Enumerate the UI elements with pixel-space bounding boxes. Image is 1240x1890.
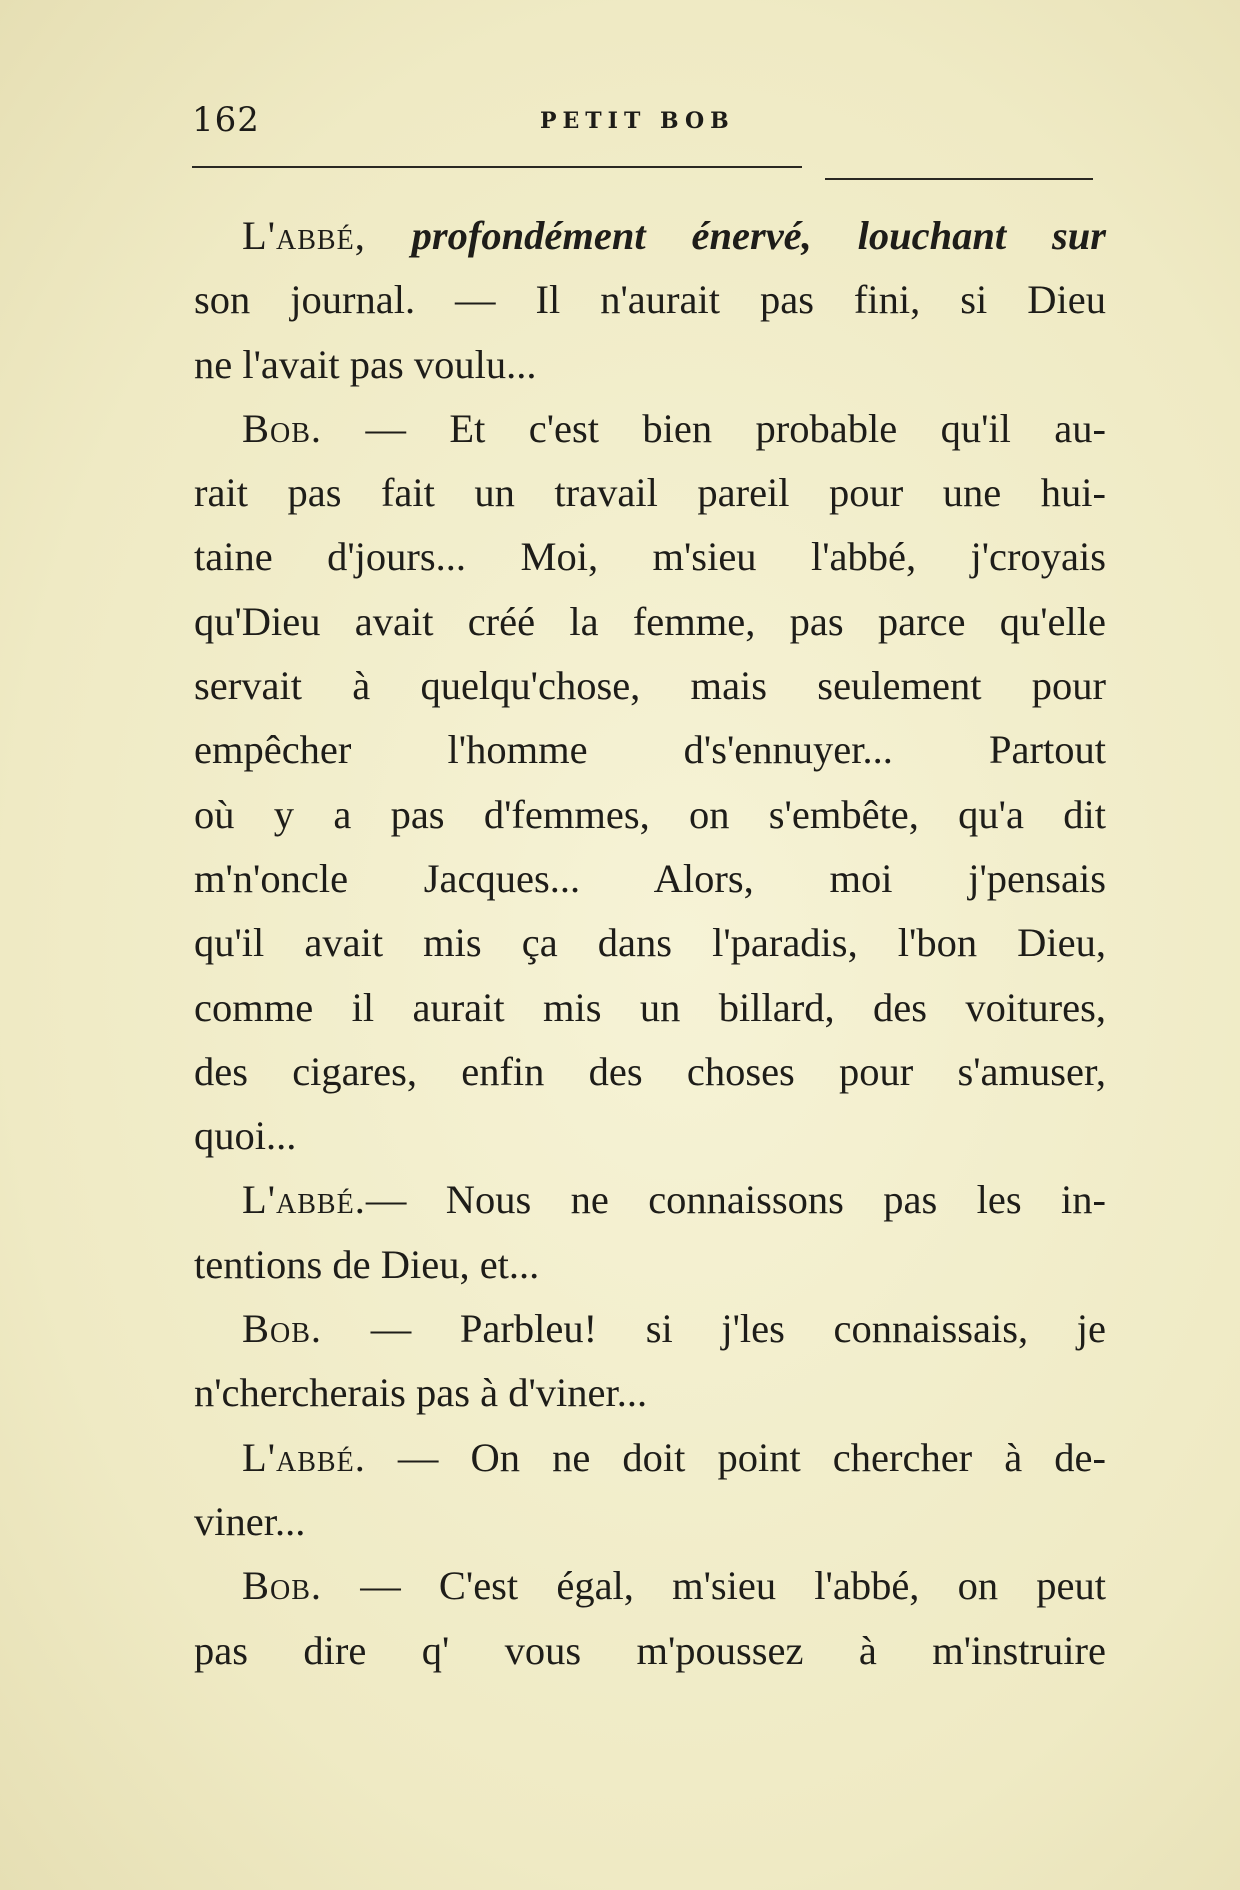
text-line: taine d'jours... Moi, m'sieu l'abbé, j'croyais: [194, 534, 1106, 580]
line-text: — Et c'est bien probable qu'il au-: [365, 405, 1107, 451]
speaker-name: Bob.: [242, 405, 323, 451]
text-line: [194, 1426, 1106, 1490]
running-head: [192, 100, 1092, 148]
speaker-name: Bob.: [242, 1306, 323, 1352]
text-line: ne l'avait pas voulu...: [194, 341, 537, 387]
text-line: qu'il avait mis ça dans l'paradis, l'bon Dieu,: [194, 920, 1106, 966]
speaker-name: Bob.: [242, 1563, 323, 1609]
text-line: m'n'oncle Jacques... Alors, moi j'pensais: [194, 855, 1106, 901]
line-text: — On ne doit point chercher à de-: [397, 1434, 1106, 1480]
text-line: [194, 204, 1106, 268]
speaker-name: L'abbé.: [242, 1434, 366, 1480]
text-line: quoi...: [194, 1113, 297, 1159]
dialogue-paragraph: [194, 204, 1106, 397]
text-line: [194, 1168, 1106, 1232]
running-title: PETIT BOB: [540, 108, 735, 134]
dialogue-paragraph: [194, 1297, 1106, 1426]
line-text: — Parbleu! si j'les connaissais, je: [370, 1306, 1107, 1352]
header-rule-left: [192, 166, 802, 168]
line-text: — C'est égal, m'sieu l'abbé, on peut: [360, 1563, 1106, 1609]
text-line: tentions de Dieu, et...: [194, 1241, 540, 1287]
text-line: empêcher l'homme d's'ennuyer... Partout: [194, 727, 1106, 773]
dialogue-paragraph: [194, 1554, 1106, 1683]
header-rule-right: [825, 178, 1093, 180]
text-line: des cigares, enfin des choses pour s'amuser,: [194, 1048, 1106, 1094]
stage-direction: profondément énervé, louchant sur: [411, 213, 1106, 258]
dialogue-paragraph: [194, 1426, 1106, 1555]
text-line: où y a pas d'femmes, on s'embête, qu'a dit: [194, 791, 1106, 837]
text-line: [194, 1297, 1106, 1361]
text-line: rait pas fait un travail pareil pour une hui-: [194, 470, 1106, 516]
speaker-name: L'abbé,: [242, 213, 366, 258]
text-line: viner...: [194, 1498, 306, 1544]
text-line: qu'Dieu avait créé la femme, pas parce qu'elle: [194, 598, 1106, 644]
page-number: 162: [192, 100, 260, 140]
body-text: [194, 204, 1106, 1683]
text-line: [194, 397, 1106, 461]
text-line: pas dire q' vous m'poussez à m'instruire: [194, 1627, 1106, 1673]
text-line: comme il aurait mis un billard, des voitures,: [194, 984, 1106, 1030]
text-line: servait à quelqu'chose, mais seulement pour: [194, 663, 1106, 709]
line-text: — Nous ne connaissons pas les in-: [365, 1177, 1106, 1223]
dialogue-paragraph: [194, 1168, 1106, 1297]
text-line: son journal. — Il n'aurait pas fini, si Dieu: [194, 277, 1106, 323]
text-line: [194, 1554, 1106, 1618]
dialogue-paragraph: [194, 397, 1106, 1169]
speaker-name: L'abbé.: [242, 1177, 366, 1223]
text-line: n'chercherais pas à d'viner...: [194, 1370, 648, 1416]
